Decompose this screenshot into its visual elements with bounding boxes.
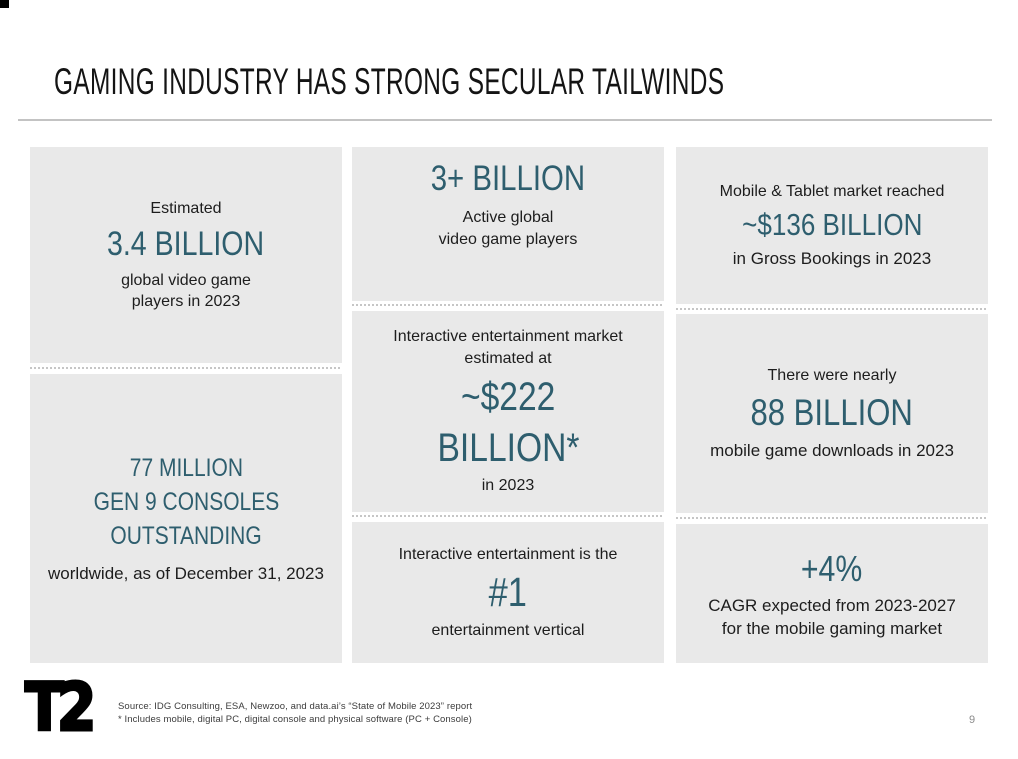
stat-label: for the mobile gaming market	[721, 618, 943, 638]
stat-label: mobile game downloads in 2023	[710, 440, 954, 460]
stat-card-active-global-players	[352, 147, 664, 301]
stat-label: worldwide, as of December 31, 2023	[48, 564, 324, 584]
stat-value: +4%	[801, 547, 863, 589]
stat-label: entertainment vertical	[431, 622, 585, 640]
dashed-separator	[352, 304, 664, 306]
stat-card-mobile-tablet-market	[676, 147, 988, 304]
slide-title: GAMING INDUSTRY HAS STRONG SECULAR TAILWINDS	[54, 61, 725, 102]
stat-value: BILLION*	[437, 426, 579, 471]
dashed-separator	[676, 517, 988, 519]
stat-label: estimated at	[464, 349, 552, 367]
dashed-separator	[676, 308, 988, 310]
stat-value: ~$222	[460, 374, 556, 419]
stat-label: Mobile & Tablet market reached	[719, 182, 945, 200]
stat-value: GEN 9 CONSOLES	[93, 488, 279, 517]
stat-label: in 2023	[481, 477, 535, 495]
stat-label: players in 2023	[131, 292, 241, 310]
stat-value: 3+ BILLION	[430, 159, 586, 199]
stat-label: Interactive entertainment market	[393, 328, 623, 346]
source-line: Source: IDG Consulting, ESA, Newzoo, and data.ai’s “State of Mobile 2023” report	[118, 701, 473, 712]
take-two-logo: T2	[25, 669, 90, 746]
source-note	[118, 700, 472, 726]
stat-value: 77 MILLION	[129, 454, 243, 483]
stat-label: global video game	[121, 271, 251, 289]
stat-card-global-players-estimate	[30, 147, 342, 363]
stat-card-interactive-entertainment-market-size	[352, 311, 664, 512]
stat-value: ~$136 BILLION	[741, 206, 923, 242]
dashed-separator	[30, 367, 342, 369]
stat-label: video game players	[438, 230, 578, 248]
stat-value: #1	[488, 568, 528, 615]
stat-value: OUTSTANDING	[110, 522, 262, 551]
page-number: 9	[968, 714, 976, 726]
stat-label: Interactive entertainment is the	[398, 545, 618, 563]
stat-card-gen9-consoles-outstanding	[30, 374, 342, 663]
slide-corner-mark	[0, 0, 9, 8]
stat-card-entertainment-vertical-rank	[352, 522, 664, 663]
stat-label: Estimated	[150, 200, 222, 218]
stat-label: CAGR expected from 2023-2027	[708, 596, 956, 616]
dashed-separator	[352, 515, 664, 517]
stat-card-mobile-gaming-cagr	[676, 524, 988, 663]
stat-value: 3.4 BILLION	[107, 225, 265, 264]
stat-label: There were nearly	[767, 366, 897, 384]
stat-value: 88 BILLION	[750, 391, 914, 433]
footnote-line: * Includes mobile, digital PC, digital console and physical software (PC + Console)	[118, 714, 472, 725]
stat-label: Active global	[462, 209, 554, 227]
title-divider	[18, 119, 992, 121]
stat-label: in Gross Bookings in 2023	[732, 248, 932, 268]
stat-card-mobile-game-downloads	[676, 314, 988, 513]
